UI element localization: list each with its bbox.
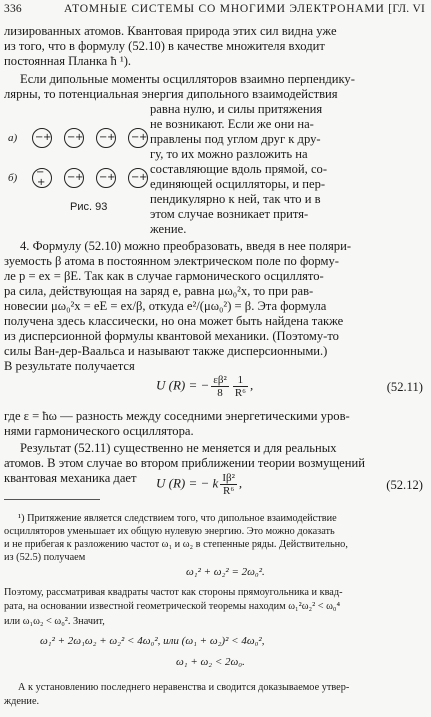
- body-line: получена здесь классически, но она может быть найдена также: [4, 314, 344, 328]
- chapter-marker: [ГЛ. VI: [388, 3, 425, 15]
- body-line: ра сила, действующая на заряд e, равна μω₀²x, то при рав-: [4, 284, 314, 298]
- running-title: АТОМНЫЕ СИСТЕМЫ СО МНОГИМИ ЭЛЕКТРОНАМИ: [64, 3, 385, 15]
- dipole: − +: [128, 128, 148, 148]
- body-line: новесии μω₀²x = eE = ex/β, откуда e²/(μω₀²) = β. Эта формула: [4, 299, 327, 313]
- dipole: − +: [32, 168, 52, 188]
- page-number: 336: [4, 3, 22, 15]
- footnote-formula: ω₁² + 2ω₁ω₂ + ω₂² < 4ω₀², или (ω₁ + ω₂)² < 4ω₀²,: [40, 635, 265, 647]
- footnote-line: осцилляторов уменьшает их общую нулевую энергию. Это можно доказать: [4, 526, 335, 537]
- row-a-label: а): [8, 132, 18, 144]
- body-line: зуемость β атома в постоянном электрическом поле по форму-: [4, 254, 339, 268]
- body-line: пендикулярно к ней, так что и в: [150, 192, 321, 206]
- figure-93: [4, 118, 149, 230]
- body-line: атомов. В этом случае во втором приближении теории возмущений: [4, 456, 365, 470]
- body-line: В результате получается: [4, 359, 135, 373]
- body-line: лярны, то потенциальная энергия дипольного взаимодействия: [4, 87, 338, 101]
- body-line: ле p = ex = βE. Так как в случае гармонического осциллято-: [4, 269, 324, 283]
- equation-number: (52.11): [386, 380, 423, 394]
- body-line: гу, то их можно разложить на: [150, 147, 308, 161]
- body-line: квантовая механика дает: [4, 471, 137, 485]
- footnote-line: ¹) Притяжение является следствием того, что дипольное взаимодействие: [18, 513, 337, 524]
- body-line: 4. Формулу (52.10) можно преобразовать, введя в нее поляри-: [20, 239, 352, 253]
- dipole: − +: [64, 168, 84, 188]
- dipole: − +: [64, 128, 84, 148]
- equation-number: (52.12): [386, 478, 423, 492]
- body-line: составляющие вдоль прямой, со-: [150, 162, 328, 176]
- footnote-rule: [4, 499, 100, 500]
- footnote-formula: ω₁² + ω₂² = 2ω₀².: [186, 566, 265, 578]
- body-line: из того, что в формулу (52.10) в качестве множителя входит: [4, 39, 325, 53]
- figure-caption: Рис. 93: [70, 201, 108, 213]
- body-line: Если дипольные моменты осцилляторов взаимно перпендику-: [20, 72, 355, 86]
- footnote-line: ждение.: [4, 696, 40, 707]
- body-line: равна нулю, и силы притяжения: [150, 102, 323, 116]
- footnote-line: Поэтому, рассматривая квадраты частот как стороны прямоугольника и квад-: [4, 587, 343, 598]
- footnote-line: или ω₁ω₂ < ω₀². Значит,: [4, 616, 105, 627]
- footnote-formula: ω₁ + ω₂ < 2ω₀.: [176, 656, 245, 668]
- body-line: Результат (52.11) существенно не меняется и для реальных: [20, 441, 337, 455]
- dipole: − +: [128, 168, 148, 188]
- body-line: не возникают. Если же они на-: [150, 117, 314, 131]
- body-line: лизированных атомов. Квантовая природа этих сил видна уже: [4, 24, 337, 38]
- body-line: этом случае возникает притя-: [150, 207, 309, 221]
- footnote-line: рата, на основании известной геометрической теоремы находим ω₁²ω₂² < ω₀⁴: [4, 601, 341, 612]
- running-header: [4, 3, 425, 19]
- equation-52-11: U (R) = − $\frac{\text{εβ²}}{8}$ $\frac{1}{\text{R⁶}}$ ,: [156, 374, 254, 399]
- body-line: постоянная Планка ħ ¹).: [4, 54, 132, 68]
- body-line: из дисперсионной формулы квантовой механики. (Поэтому-то: [4, 329, 339, 343]
- body-line: жение.: [150, 222, 187, 236]
- dipole: − +: [32, 128, 52, 148]
- body-line: где ε = ħω — разность между соседними энергетическими уров-: [4, 409, 350, 423]
- footnote-line: А к установлению последнего неравенства и сводится доказываемое утвер-: [18, 682, 350, 693]
- body-line: правлены под углом друг к дру-: [150, 132, 321, 146]
- footnote-line: и не прибегая к разложению частот ω₁ и ω₂ в степенные ряды. Действительно,: [4, 539, 348, 550]
- dipole: − +: [96, 128, 116, 148]
- body-line: единяющей осцилляторы, и пер-: [150, 177, 326, 191]
- body-line: силы Ван-дер-Ваальса и называют также дисперсионными.): [4, 344, 328, 358]
- row-b-label: б): [8, 172, 18, 184]
- footnote-line: из (52.5) получаем: [4, 552, 86, 563]
- equation-52-12: U (R) = − k $\frac{\text{Iβ²}}{\text{R⁶}}$ ,: [156, 472, 243, 497]
- body-line: нями гармонического осциллятора.: [4, 424, 194, 438]
- dipole: − +: [96, 168, 116, 188]
